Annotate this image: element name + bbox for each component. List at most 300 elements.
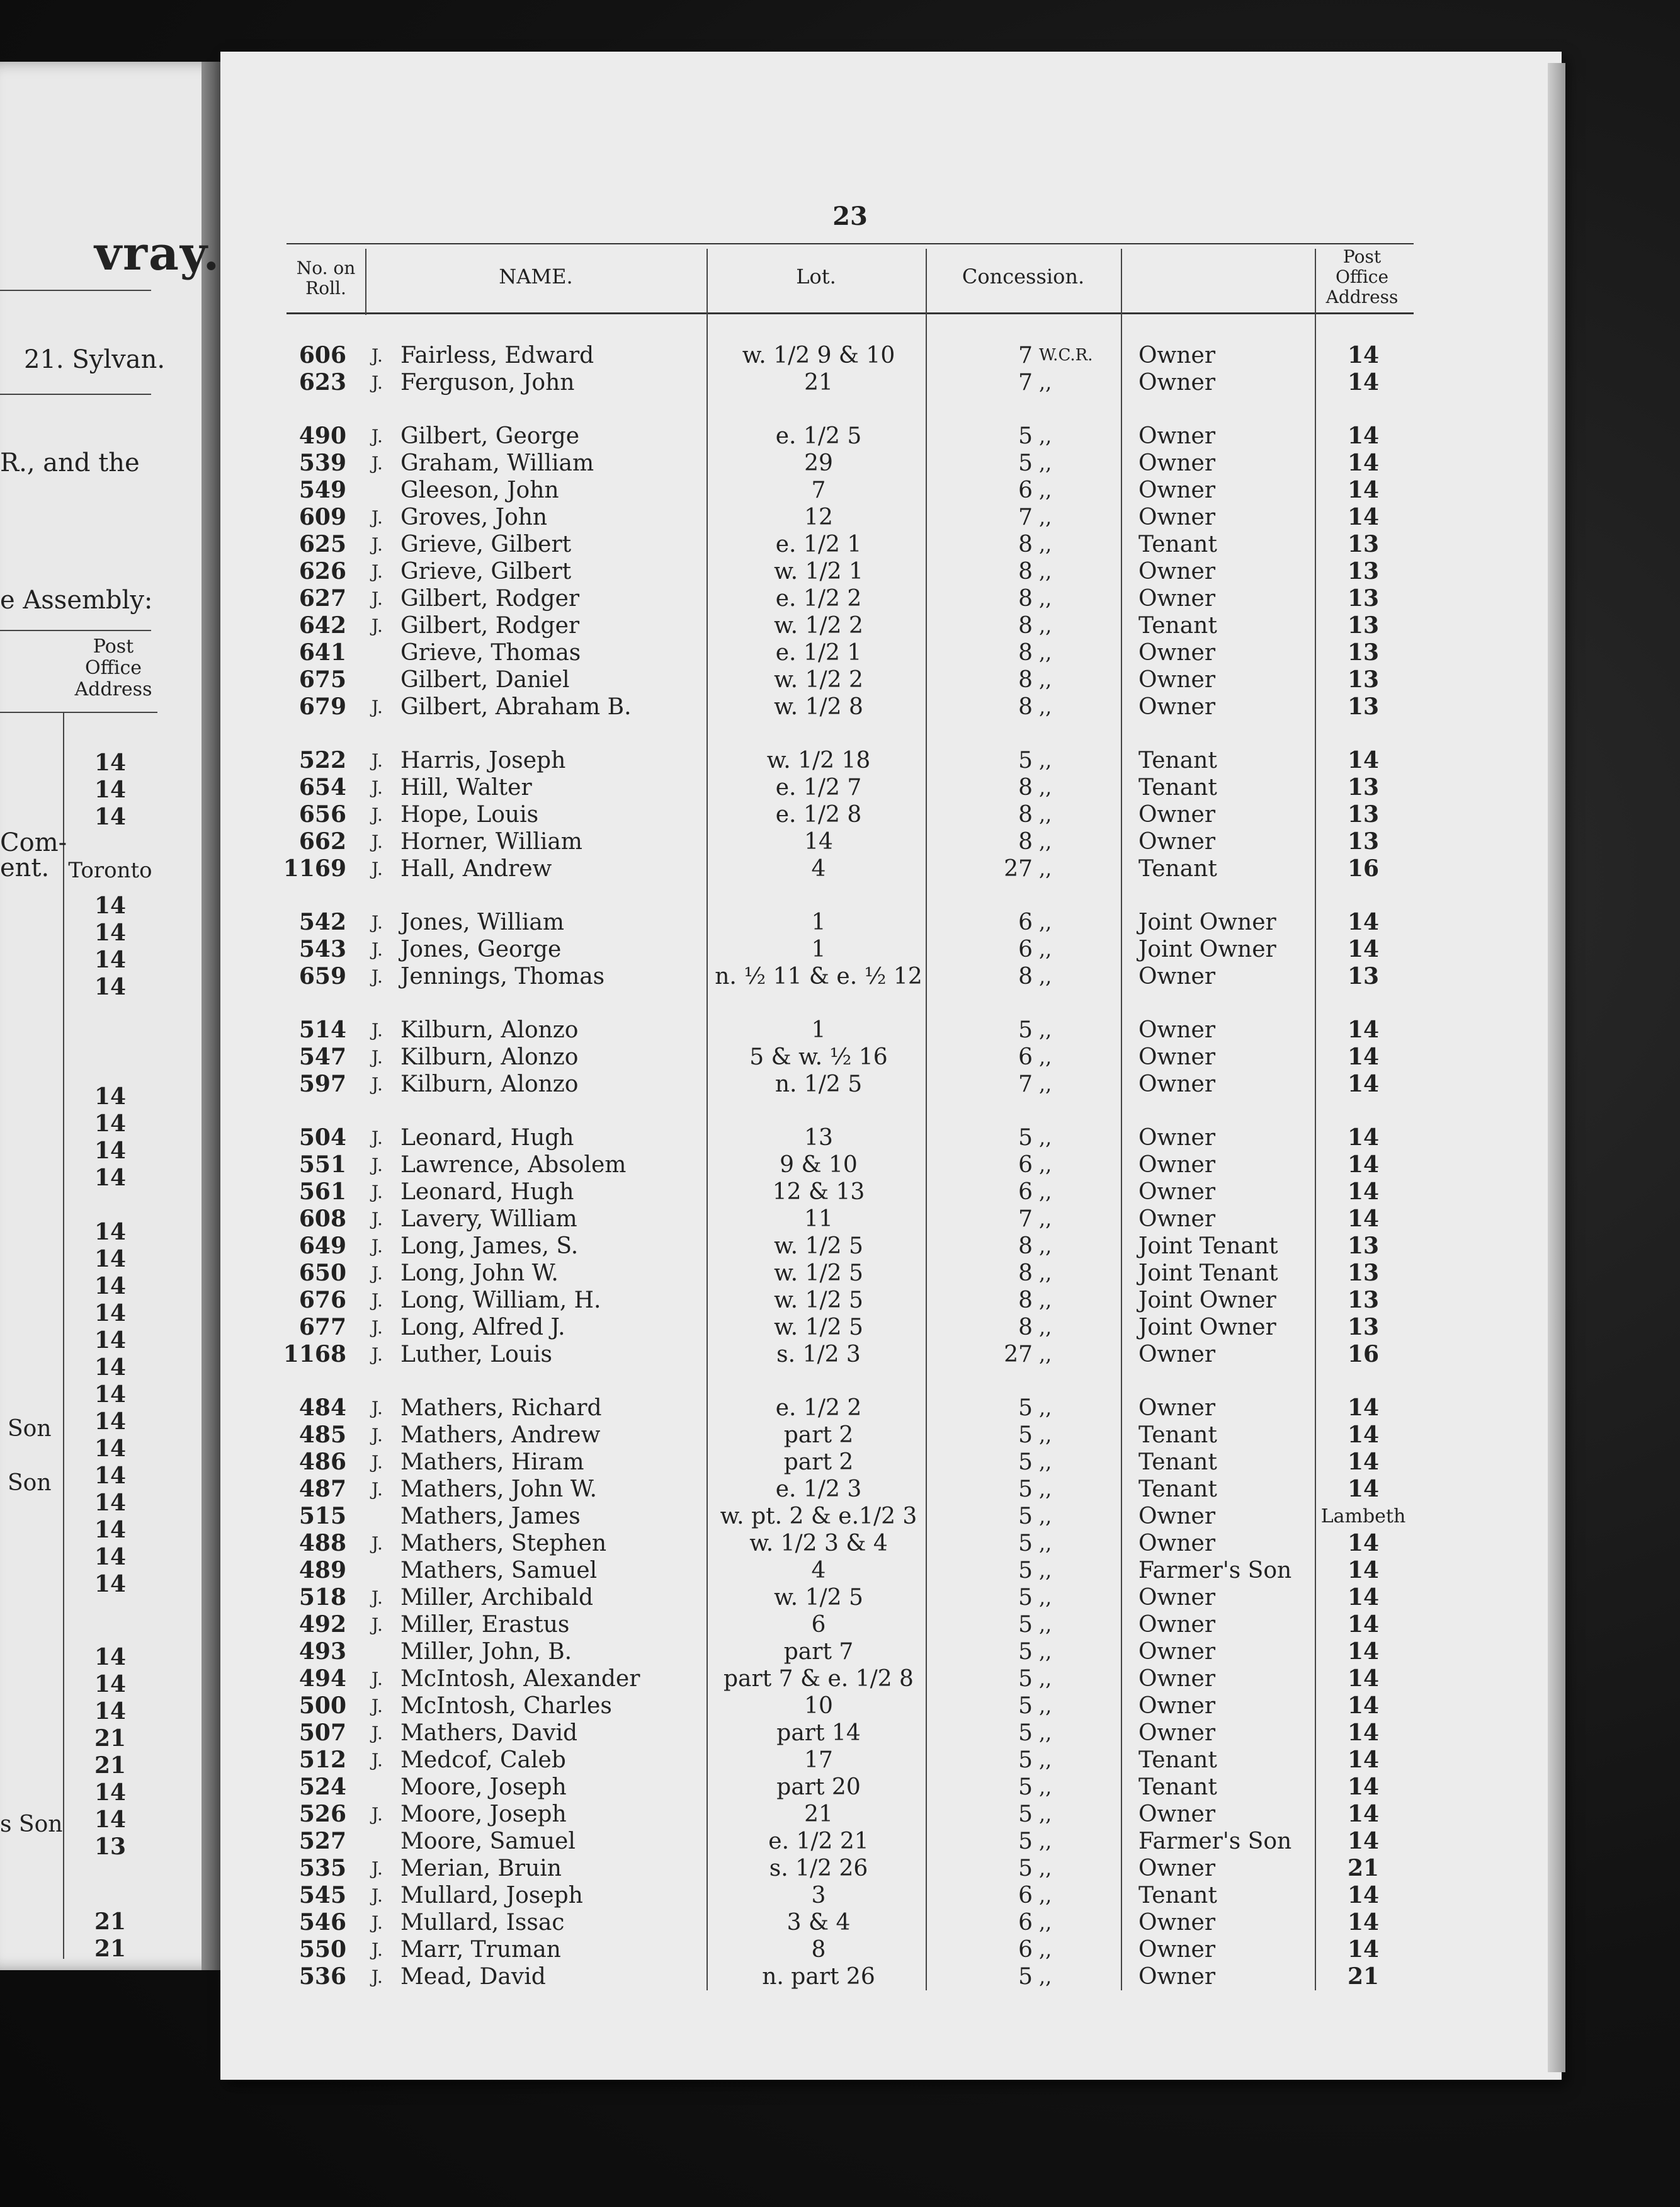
- juror-mark: J.: [372, 1804, 383, 1825]
- table-row: [0, 1747, 1680, 1774]
- table-row: [0, 828, 1680, 855]
- concession-value: 6: [1018, 1044, 1033, 1070]
- elector-name: Jones, William: [400, 910, 564, 935]
- roll-number: 642: [298, 612, 346, 639]
- elector-name: Mathers, Hiram: [400, 1449, 584, 1475]
- status-value: Owner: [1138, 640, 1216, 666]
- lot-value: 6: [811, 1612, 826, 1638]
- table-row: [0, 1422, 1680, 1449]
- juror-mark: J.: [372, 1209, 383, 1229]
- table-row: [0, 1557, 1680, 1584]
- status-value: Owner: [1138, 477, 1216, 503]
- status-value: Owner: [1138, 1017, 1216, 1043]
- elector-name: Miller, Erastus: [400, 1612, 570, 1638]
- header-concession: Concession.: [962, 265, 1085, 288]
- elector-name: Luther, Louis: [400, 1342, 552, 1367]
- table-row: [0, 1909, 1680, 1936]
- left-post-value: 14: [94, 1327, 127, 1354]
- table-row: [0, 1233, 1680, 1260]
- elector-name: Gilbert, Daniel: [400, 667, 570, 693]
- juror-mark: J.: [372, 1155, 383, 1175]
- status-value: Owner: [1138, 1152, 1216, 1178]
- left-post-value: 14: [94, 1435, 127, 1462]
- concession-value: 6: [1018, 1883, 1033, 1908]
- header-roll: [287, 258, 365, 299]
- juror-mark: J.: [372, 561, 383, 582]
- concession-value: 6: [1018, 910, 1033, 935]
- concession-value: 8: [1018, 1260, 1033, 1286]
- juror-mark: J.: [372, 831, 383, 852]
- concession-ditto: ,,: [1039, 451, 1052, 475]
- table-row: [0, 1341, 1680, 1368]
- table-row: [0, 1584, 1680, 1611]
- elector-name: Gilbert, Abraham B.: [400, 694, 632, 720]
- concession-value: 8: [1018, 667, 1033, 693]
- elector-name: Mathers, James: [400, 1503, 581, 1529]
- elector-name: Mathers, David: [400, 1720, 578, 1746]
- concession-ditto: ,,: [1039, 1558, 1052, 1582]
- status-value: Farmer's Son: [1138, 1558, 1292, 1583]
- left-status-son: s Son: [0, 1811, 63, 1837]
- concession-value: 5: [1018, 1828, 1033, 1854]
- elector-name: Mathers, John W.: [400, 1476, 597, 1502]
- table-row: [0, 1719, 1680, 1747]
- concession-value: 8: [1018, 532, 1033, 557]
- left-title-rule: [0, 290, 151, 291]
- elector-name: Horner, William: [400, 829, 582, 855]
- lot-value: s. 1/2 26: [769, 1856, 868, 1881]
- elector-name: Moore, Samuel: [400, 1828, 576, 1854]
- status-value: Owner: [1138, 559, 1216, 585]
- left-post-value: 13: [94, 1833, 127, 1860]
- elector-name: Grieve, Gilbert: [400, 559, 572, 585]
- post-office-value: 21: [1347, 1855, 1380, 1881]
- concession-ditto: ,,: [1039, 1315, 1052, 1339]
- table-row: [0, 477, 1680, 504]
- juror-mark: J.: [372, 1912, 383, 1933]
- lot-value: w. 1/2 5: [774, 1287, 863, 1313]
- elector-name: Groves, John: [400, 505, 548, 530]
- table-row: [0, 1638, 1680, 1665]
- concession-ditto: ,,: [1039, 1802, 1052, 1826]
- left-post-value: 14: [94, 892, 127, 919]
- elector-name: Moore, Joseph: [400, 1774, 567, 1800]
- status-value: Joint Owner: [1138, 937, 1276, 962]
- elector-name: Marr, Truman: [400, 1937, 561, 1963]
- lot-value: e. 1/2 8: [775, 802, 862, 828]
- post-office-value: 13: [1347, 963, 1380, 989]
- table-row: [0, 1801, 1680, 1828]
- roll-number: 514: [298, 1017, 346, 1043]
- elector-name: Mathers, Richard: [400, 1395, 602, 1421]
- lot-value: e. 1/2 3: [775, 1476, 862, 1502]
- table-top-rule: [287, 243, 1414, 244]
- table-row: [0, 1260, 1680, 1287]
- left-line-sylvan: 21. Sylvan.: [24, 345, 166, 374]
- concession-value: 6: [1018, 937, 1033, 962]
- post-office-value: 14: [1347, 423, 1380, 449]
- post-office-value: 14: [1347, 1692, 1380, 1719]
- table-row: [0, 1394, 1680, 1422]
- roll-number: 551: [298, 1151, 346, 1178]
- roll-number: 526: [298, 1801, 346, 1827]
- left-line-and-the: R., and the: [0, 448, 140, 477]
- juror-mark: J.: [372, 750, 383, 771]
- juror-mark: J.: [372, 1696, 383, 1716]
- concession-ditto: ,,: [1039, 1640, 1052, 1663]
- table-row: [0, 1178, 1680, 1206]
- elector-name: Miller, Archibald: [400, 1585, 593, 1611]
- concession-ditto: ,,: [1039, 505, 1052, 529]
- elector-name: Hill, Walter: [400, 775, 532, 801]
- lot-value: part 20: [776, 1774, 861, 1800]
- roll-number: 535: [298, 1855, 346, 1881]
- concession-value: 8: [1018, 1287, 1033, 1313]
- roll-number: 609: [298, 504, 346, 530]
- post-office-value: 16: [1347, 855, 1380, 882]
- elector-name: Jones, George: [400, 937, 562, 962]
- roll-number: 494: [298, 1665, 346, 1692]
- table-row: [0, 1017, 1680, 1044]
- lot-value: w. 1/2 5: [774, 1260, 863, 1286]
- elector-name: Kilburn, Alonzo: [400, 1044, 579, 1070]
- roll-number: 536: [298, 1963, 346, 1990]
- lot-value: 10: [804, 1693, 833, 1719]
- juror-mark: J.: [372, 1533, 383, 1554]
- juror-mark: J.: [372, 507, 383, 528]
- status-value: Owner: [1138, 1044, 1216, 1070]
- left-post-value: 14: [94, 1490, 127, 1516]
- left-post-value: Toronto: [68, 858, 152, 883]
- status-value: Owner: [1138, 343, 1216, 368]
- post-office-value: 14: [1347, 450, 1380, 476]
- post-office-value: 13: [1347, 639, 1380, 666]
- left-post-value: 21: [94, 1908, 127, 1935]
- lot-value: 13: [804, 1125, 833, 1151]
- lot-value: 11: [804, 1206, 833, 1232]
- post-office-value: 14: [1347, 369, 1380, 396]
- table-row: [0, 423, 1680, 450]
- concession-ditto: ,,: [1039, 1883, 1052, 1907]
- roll-number: 650: [298, 1260, 346, 1286]
- juror-mark: J.: [372, 534, 383, 555]
- post-office-value: 14: [1347, 1611, 1380, 1638]
- concession-value: 5: [1018, 1017, 1033, 1043]
- table-row: [0, 1124, 1680, 1151]
- table-row: [0, 747, 1680, 774]
- concession-value: 27: [1004, 856, 1033, 882]
- left-post-header-line-1: Post: [93, 636, 134, 658]
- lot-value: 5 & w. ½ 16: [749, 1044, 888, 1070]
- juror-mark: J.: [372, 777, 383, 798]
- table-row: [0, 1665, 1680, 1692]
- concession-ditto: ,,: [1039, 748, 1052, 772]
- lot-value: 17: [804, 1747, 833, 1773]
- lot-value: 1: [811, 1017, 826, 1043]
- post-office-value: 14: [1347, 1071, 1380, 1097]
- post-office-value: 14: [1347, 1206, 1380, 1232]
- concession-ditto: ,,: [1039, 937, 1052, 961]
- concession-value: 8: [1018, 829, 1033, 855]
- left-status-son: Son: [8, 1416, 52, 1442]
- concession-value: 5: [1018, 1503, 1033, 1529]
- roll-number: 675: [298, 666, 346, 693]
- left-post-value: 14: [94, 947, 127, 973]
- elector-name: Mullard, Joseph: [400, 1883, 583, 1908]
- juror-mark: J.: [372, 804, 383, 825]
- concession-value: 7: [1018, 343, 1033, 368]
- lot-value: n. ½ 11 & e. ½ 12: [715, 964, 922, 989]
- juror-mark: J.: [372, 966, 383, 987]
- lot-value: w. 1/2 1: [774, 559, 863, 585]
- concession-value: 5: [1018, 1612, 1033, 1638]
- concession-ditto: ,,: [1039, 1856, 1052, 1880]
- concession-value: 8: [1018, 1315, 1033, 1340]
- left-post-value: 14: [94, 1381, 127, 1408]
- status-value: Owner: [1138, 1071, 1216, 1097]
- left-post-value: 14: [94, 777, 127, 803]
- concession-ditto: ,,: [1039, 1667, 1052, 1691]
- concession-value: 6: [1018, 1152, 1033, 1178]
- roll-number: 625: [298, 531, 346, 557]
- table-row: [0, 504, 1680, 531]
- juror-mark: J.: [372, 1047, 383, 1068]
- concession-ditto: ,,: [1039, 1477, 1052, 1501]
- post-office-value: 14: [1347, 1151, 1380, 1178]
- status-value: Tenant: [1138, 856, 1217, 882]
- post-office-value: 13: [1347, 1287, 1380, 1313]
- concession-ditto: ,,: [1039, 1261, 1052, 1285]
- elector-name: Leonard, Hugh: [400, 1125, 574, 1151]
- post-office-value: 14: [1347, 1422, 1380, 1448]
- juror-mark: J.: [372, 1939, 383, 1960]
- elector-name: Ferguson, John: [400, 370, 575, 396]
- concession-value: 5: [1018, 450, 1033, 476]
- table-row: [0, 936, 1680, 963]
- lot-value: w. 1/2 8: [774, 694, 863, 720]
- roll-number: 547: [298, 1044, 346, 1070]
- post-office-value: 14: [1347, 1530, 1380, 1556]
- lot-value: e. 1/2 21: [768, 1828, 869, 1854]
- roll-number: 627: [298, 585, 346, 612]
- elector-name: Grieve, Gilbert: [400, 532, 572, 557]
- roll-number: 515: [298, 1503, 346, 1529]
- lot-value: w. 1/2 5: [774, 1233, 863, 1259]
- juror-mark: J.: [372, 1425, 383, 1446]
- roll-number: 486: [298, 1449, 346, 1475]
- lot-value: n. 1/2 5: [775, 1071, 863, 1097]
- table-row: [0, 1963, 1680, 1990]
- juror-mark: J.: [372, 372, 383, 393]
- roll-number: 489: [298, 1557, 346, 1583]
- status-value: Owner: [1138, 1720, 1216, 1746]
- lot-value: part 14: [776, 1720, 861, 1746]
- concession-value: 8: [1018, 613, 1033, 639]
- roll-number: 542: [298, 909, 346, 935]
- left-post-value: 14: [94, 750, 127, 776]
- elector-name: Gilbert, George: [400, 423, 579, 449]
- concession-ditto: ,,: [1039, 1126, 1052, 1149]
- status-value: Owner: [1138, 1179, 1216, 1205]
- elector-name: Grieve, Thomas: [400, 640, 581, 666]
- roll-number: 677: [298, 1314, 346, 1340]
- post-office-value: 14: [1347, 1909, 1380, 1936]
- roll-number: 488: [298, 1530, 346, 1556]
- roll-number: 518: [298, 1584, 346, 1611]
- table-row: [0, 585, 1680, 612]
- juror-mark: J.: [372, 697, 383, 717]
- concession-ditto: ,,: [1039, 1342, 1052, 1366]
- left-line-com: Com-: [0, 828, 67, 857]
- status-value: Owner: [1138, 1666, 1216, 1692]
- concession-value: 5: [1018, 1585, 1033, 1611]
- concession-value: 7: [1018, 370, 1033, 396]
- concession-value: 5: [1018, 1422, 1033, 1448]
- roll-number: 524: [298, 1774, 346, 1800]
- status-value: Joint Tenant: [1138, 1233, 1278, 1259]
- concession-value: 8: [1018, 1233, 1033, 1259]
- juror-mark: J.: [372, 1614, 383, 1635]
- table-row: [0, 1855, 1680, 1882]
- table-row: [0, 855, 1680, 882]
- roll-number: 606: [298, 342, 346, 368]
- concession-value: 5: [1018, 1639, 1033, 1665]
- table-row: [0, 1774, 1680, 1801]
- lot-value: 8: [811, 1937, 826, 1963]
- post-office-value: 14: [1347, 1584, 1380, 1611]
- left-post-value: 14: [94, 1273, 127, 1299]
- page-number: 23: [832, 202, 868, 231]
- concession-ditto: ,,: [1039, 857, 1052, 881]
- roll-number: 546: [298, 1909, 346, 1936]
- post-office-value: 14: [1347, 1747, 1380, 1773]
- concession-ditto: ,,: [1039, 641, 1052, 664]
- concession-value: 5: [1018, 1856, 1033, 1881]
- concession-value: 5: [1018, 1774, 1033, 1800]
- post-office-value: 14: [1347, 1719, 1380, 1746]
- status-value: Owner: [1138, 1639, 1216, 1665]
- concession-ditto: W.C.R.: [1039, 346, 1093, 365]
- juror-mark: J.: [372, 1317, 383, 1338]
- status-value: Joint Tenant: [1138, 1260, 1278, 1286]
- concession-ditto: ,,: [1039, 1072, 1052, 1096]
- juror-mark: J.: [372, 939, 383, 960]
- roll-number: 549: [298, 477, 346, 503]
- post-office-value: 13: [1347, 531, 1380, 557]
- roll-number: 679: [298, 693, 346, 720]
- concession-ditto: ,,: [1039, 964, 1052, 988]
- concession-value: 5: [1018, 1666, 1033, 1692]
- juror-mark: J.: [372, 1966, 383, 1987]
- status-value: Owner: [1138, 1585, 1216, 1611]
- lot-value: e. 1/2 1: [775, 532, 862, 557]
- roll-number: 550: [298, 1936, 346, 1963]
- status-value: Owner: [1138, 964, 1216, 989]
- table-row: [0, 1476, 1680, 1503]
- lot-value: 1: [811, 937, 826, 962]
- left-post-value: 14: [94, 1806, 127, 1833]
- concession-ditto: ,,: [1039, 668, 1052, 692]
- juror-mark: J.: [372, 1750, 383, 1771]
- roll-number: 649: [298, 1233, 346, 1259]
- lot-value: w. 1/2 2: [774, 667, 863, 693]
- table-row: [0, 639, 1680, 666]
- header-roll-line-1: No. on: [296, 258, 356, 278]
- concession-ditto: ,,: [1039, 1153, 1052, 1177]
- concession-value: 5: [1018, 1125, 1033, 1151]
- roll-number: 626: [298, 558, 346, 585]
- left-post-value: 14: [94, 1138, 127, 1164]
- lot-value: w. 1/2 3 & 4: [749, 1531, 888, 1556]
- concession-value: 8: [1018, 640, 1033, 666]
- juror-mark: J.: [372, 1885, 383, 1906]
- juror-mark: J.: [372, 1668, 383, 1689]
- concession-ditto: ,,: [1039, 802, 1052, 826]
- status-value: Tenant: [1138, 1747, 1217, 1773]
- elector-name: Mullard, Issac: [400, 1910, 565, 1936]
- status-value: Owner: [1138, 1801, 1216, 1827]
- table-row: [0, 1071, 1680, 1098]
- lot-value: w. 1/2 18: [766, 748, 871, 773]
- juror-mark: J.: [372, 1127, 383, 1148]
- table-row: [0, 558, 1680, 585]
- post-office-value: 13: [1347, 828, 1380, 855]
- concession-value: 6: [1018, 477, 1033, 503]
- post-office-value: 14: [1347, 1044, 1380, 1070]
- table-row: [0, 963, 1680, 990]
- post-office-value: 14: [1347, 909, 1380, 935]
- status-value: Owner: [1138, 1342, 1216, 1367]
- elector-name: Mathers, Stephen: [400, 1531, 607, 1556]
- concession-value: 5: [1018, 1476, 1033, 1502]
- lot-value: 14: [804, 829, 833, 855]
- concession-ditto: ,,: [1039, 1504, 1052, 1528]
- table-row: [0, 1828, 1680, 1855]
- left-post-value: 14: [94, 1354, 127, 1381]
- elector-name: Lavery, William: [400, 1206, 577, 1232]
- post-office-value: 13: [1347, 1314, 1380, 1340]
- left-post-header-line-3: Address: [74, 678, 152, 700]
- table-row: [0, 909, 1680, 936]
- status-value: Joint Owner: [1138, 910, 1276, 935]
- left-post-value: 14: [94, 804, 127, 830]
- left-post-value: 14: [94, 920, 127, 946]
- juror-mark: J.: [372, 858, 383, 879]
- lot-value: w. 1/2 9 & 10: [742, 343, 895, 368]
- concession-ditto: ,,: [1039, 1396, 1052, 1420]
- status-value: Tenant: [1138, 1883, 1217, 1908]
- elector-name: Gilbert, Rodger: [400, 613, 580, 639]
- status-value: Owner: [1138, 450, 1216, 476]
- status-value: Owner: [1138, 667, 1216, 693]
- juror-mark: J.: [372, 1020, 383, 1041]
- status-value: Owner: [1138, 1503, 1216, 1529]
- concession-value: 5: [1018, 1720, 1033, 1746]
- concession-ditto: ,,: [1039, 478, 1052, 502]
- juror-mark: J.: [372, 1344, 383, 1365]
- post-office-value: 14: [1347, 1936, 1380, 1963]
- post-office-value: 14: [1347, 1557, 1380, 1583]
- lot-value: part 7: [783, 1639, 854, 1665]
- left-post-value: 14: [94, 1779, 127, 1806]
- roll-number: 545: [298, 1882, 346, 1908]
- concession-ditto: ,,: [1039, 1180, 1052, 1204]
- concession-ditto: ,,: [1039, 695, 1052, 719]
- lot-value: 7: [811, 477, 826, 503]
- concession-value: 6: [1018, 1179, 1033, 1205]
- concession-ditto: ,,: [1039, 1288, 1052, 1312]
- concession-value: 8: [1018, 964, 1033, 989]
